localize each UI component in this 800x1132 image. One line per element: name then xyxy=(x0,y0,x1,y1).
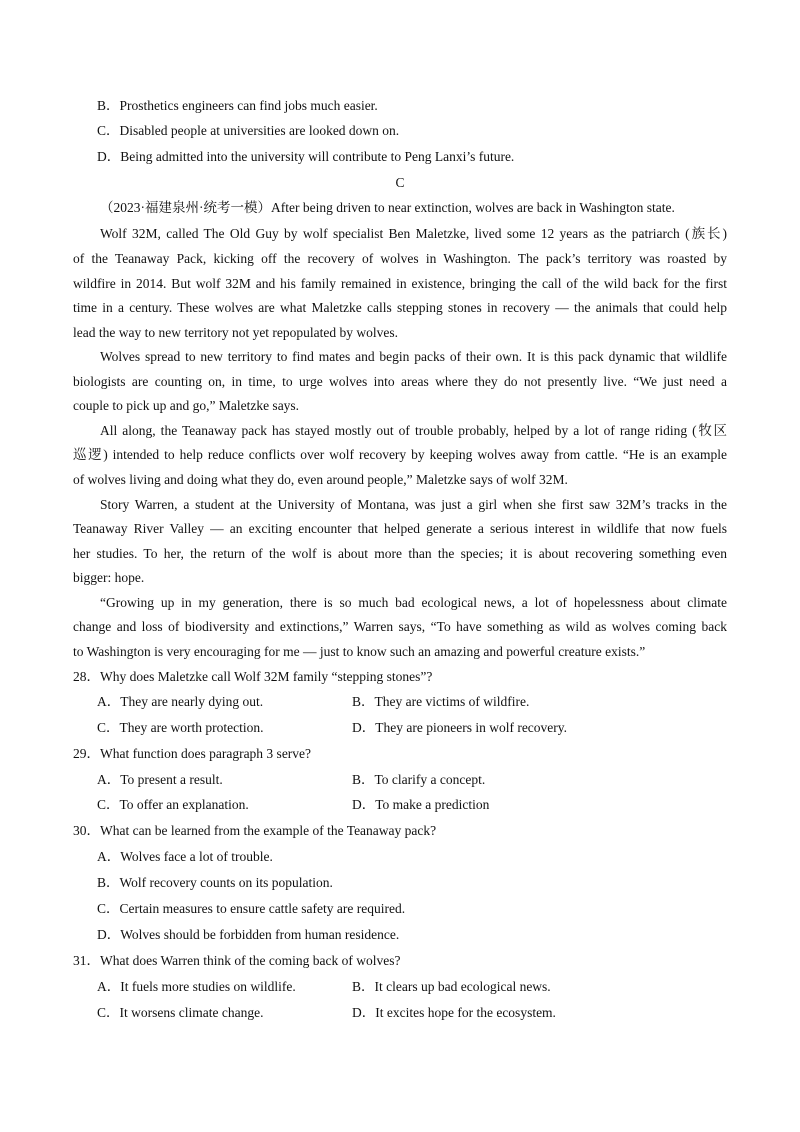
question-28-option-b: B．They are victims of wildfire. xyxy=(352,694,530,709)
paragraph-3-line: Wolves spread to new territory to find mates and begin packs of their own. It is this pack dynamic that wildlife xyxy=(100,349,727,364)
question-28-stem: 28．Why does Maletzke call Wolf 32M family “stepping stones”? xyxy=(73,669,433,684)
question-29-option-a: A．To present a result. xyxy=(97,772,223,787)
prev-option-c: C．Disabled people at universities are looked down on. xyxy=(97,123,400,138)
prev-option-d: D．Being admitted into the university will contribute to Peng Lanxi’s future. xyxy=(97,149,515,164)
question-31-stem: 31．What does Warren think of the coming back of wolves? xyxy=(73,953,401,968)
paragraph-5-line: bigger: hope. xyxy=(73,570,145,585)
paragraph-3-line: couple to pick up and go,” Maletzke says. xyxy=(73,398,300,413)
question-30-option-d: D．Wolves should be forbidden from human residence. xyxy=(97,927,400,942)
question-29-option-d: D．To make a prediction xyxy=(352,797,490,812)
paragraph-6-line: to Washington is very encouraging for me — just to know such an amazing and powerful creature exists.” xyxy=(73,644,646,659)
question-29-option-b: B．To clarify a concept. xyxy=(352,772,486,787)
paragraph-2-line: wildfire in 2014. But wolf 32M and his family remained in existence, bringing the call of the wild back for the first xyxy=(73,276,727,291)
question-28-option-c: C．They are worth protection. xyxy=(97,720,264,735)
paragraph-4-line: 巡逻) intended to help reduce conflicts over wolf recovery by keeping wolves away from cattle. “He is an example xyxy=(73,447,727,462)
question-30-option-c: C．Certain measures to ensure cattle safety are required. xyxy=(97,901,406,916)
paragraph-2-line: time in a century. These wolves are what Maletzke calls stepping stones in recovery — the animals that could help xyxy=(73,300,727,315)
question-31-option-a: A．It fuels more studies on wildlife. xyxy=(97,979,296,994)
passage-intro: （2023·福建泉州·统考一模）After being driven to near extinction, wolves are back in Washington state. xyxy=(100,200,675,215)
paragraph-6-line: change and loss of biodiversity and extinctions,” Warren says, “To have something as wild as wolves coming back xyxy=(73,619,727,634)
paragraph-4-line: All along, the Teanaway pack has stayed mostly out of trouble probably, helped by a lot of range riding (牧区 xyxy=(100,423,727,438)
question-29-stem: 29．What function does paragraph 3 serve? xyxy=(73,746,312,761)
paragraph-2-line: of the Teanaway Pack, kicking off the recovery of wolves in Washington. The pack’s territory was roasted by xyxy=(73,251,727,266)
paragraph-3-line: biologists are counting on, in time, to urge wolves into areas where they do not presently live. “We just need a xyxy=(73,374,727,389)
paragraph-6-line: “Growing up in my generation, there is so much bad ecological news, a lot of hopelessness about climate xyxy=(100,595,727,610)
question-31-option-c: C．It worsens climate change. xyxy=(97,1005,264,1020)
question-31-option-d: D．It excites hope for the ecosystem. xyxy=(352,1005,556,1020)
question-30-stem: 30．What can be learned from the example of the Teanaway pack? xyxy=(73,823,437,838)
paragraph-2-line: Wolf 32M, called The Old Guy by wolf specialist Ben Maletzke, lived some 12 years as the patriarch (族长) xyxy=(100,226,727,241)
question-31-option-b: B．It clears up bad ecological news. xyxy=(352,979,551,994)
prev-option-b: B．Prosthetics engineers can find jobs much easier. xyxy=(97,98,378,113)
paragraph-4-line: of wolves living and doing what they do, even around people,” Maletzke says of wolf 32M. xyxy=(73,472,568,487)
paragraph-5-line: Teanaway River Valley — an exciting encounter that helped generate a serious interest in wildlife that now fuels xyxy=(73,521,727,536)
question-28-option-a: A．They are nearly dying out. xyxy=(97,694,264,709)
question-30-option-b: B．Wolf recovery counts on its population. xyxy=(97,875,333,890)
paragraph-5-line: her studies. To her, the return of the wolf is about more than the species; it is about recovering something even xyxy=(73,546,727,561)
question-28-option-d: D．They are pioneers in wolf recovery. xyxy=(352,720,568,735)
paragraph-5-line: Story Warren, a student at the University of Montana, was just a girl when she first saw 32M’s tracks in the xyxy=(100,497,727,512)
paragraph-2-line: lead the way to new territory not yet repopulated by wolves. xyxy=(73,325,399,340)
section-letter: C xyxy=(395,175,405,190)
question-29-option-c: C．To offer an explanation. xyxy=(97,797,249,812)
question-30-option-a: A．Wolves face a lot of trouble. xyxy=(97,849,273,864)
